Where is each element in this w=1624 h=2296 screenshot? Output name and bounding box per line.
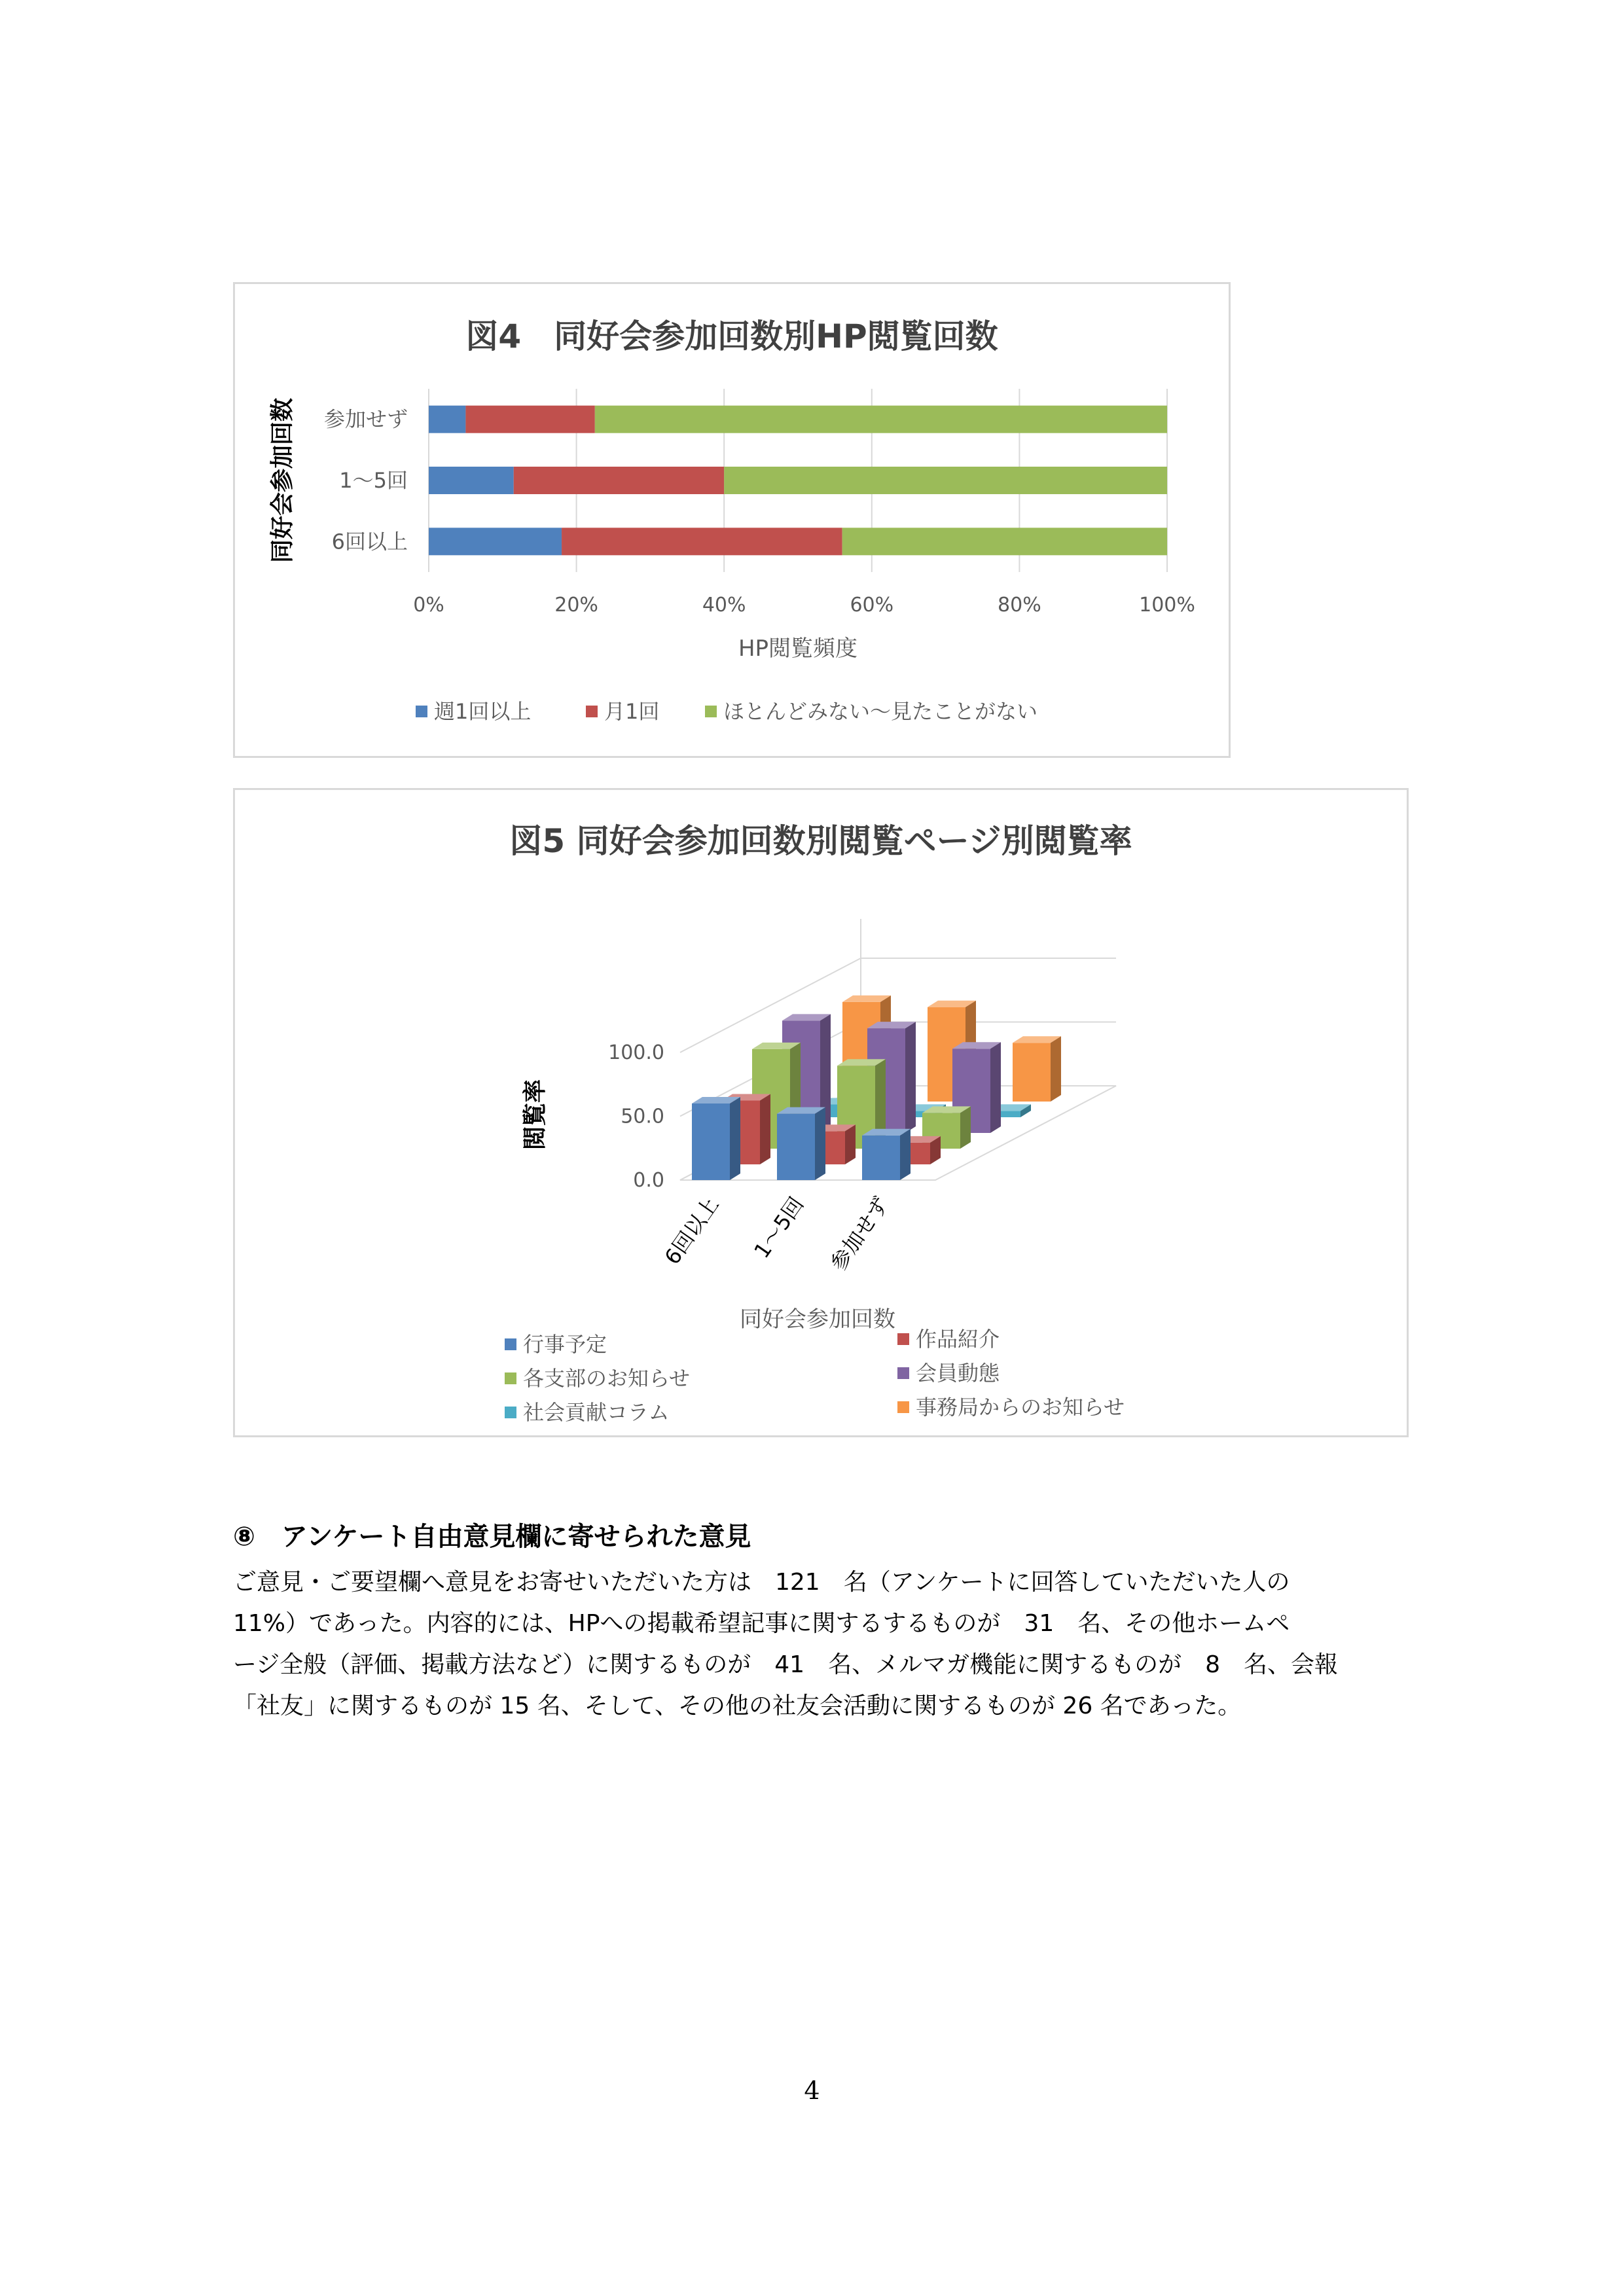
bar-front bbox=[1013, 1043, 1051, 1102]
bar-segment bbox=[429, 467, 514, 494]
bar-3d bbox=[1013, 1036, 1061, 1102]
legend-label: 行事予定 bbox=[523, 1332, 607, 1357]
figure-5-title: 図5 同好会参加回数別閲覧ページ別閲覧率 bbox=[509, 822, 1132, 860]
bar-side bbox=[1051, 1036, 1061, 1102]
x-tick-label: 80% bbox=[998, 594, 1041, 617]
bar-side bbox=[845, 1124, 856, 1164]
bar-3d bbox=[777, 1107, 825, 1180]
x-category-label: 参加せず bbox=[825, 1192, 894, 1276]
legend-label: 事務局からのお知らせ bbox=[916, 1395, 1125, 1420]
legend-label: 週1回以上 bbox=[434, 699, 532, 724]
y-category-label: 参加せず bbox=[323, 406, 408, 432]
bar-side bbox=[760, 1094, 770, 1165]
legend-label: 社会貢献コラム bbox=[523, 1400, 670, 1425]
legend-swatch bbox=[505, 1338, 516, 1350]
y-category-label: 6回以上 bbox=[331, 529, 408, 554]
y-axis-title: 閲覧率 bbox=[522, 1079, 549, 1151]
figure-4-title: 図4 同好会参加回数別HP閲覧回数 bbox=[465, 317, 998, 355]
bar-segment bbox=[429, 528, 562, 555]
bar-front bbox=[692, 1103, 730, 1180]
legend-swatch bbox=[705, 706, 717, 717]
x-tick-label: 60% bbox=[850, 594, 894, 617]
bar-segment bbox=[724, 467, 1167, 494]
figure-5-chart bbox=[233, 788, 1409, 1437]
bar-segment bbox=[562, 528, 842, 555]
x-category-label: 6回以上 bbox=[659, 1192, 724, 1269]
x-tick-label: 20% bbox=[554, 594, 598, 617]
y-tick-label: 100.0 bbox=[608, 1041, 664, 1064]
x-tick-label: 100% bbox=[1139, 594, 1195, 617]
bar-segment bbox=[429, 406, 465, 433]
legend-label: 会員動態 bbox=[916, 1361, 1000, 1386]
bar-side bbox=[960, 1106, 971, 1149]
body-paragraph bbox=[233, 1562, 1409, 1727]
y-tick-label: 0.0 bbox=[633, 1169, 664, 1192]
bar-front bbox=[862, 1136, 900, 1180]
legend-swatch bbox=[897, 1401, 909, 1413]
bar-side bbox=[905, 1022, 916, 1133]
bar-segment bbox=[465, 406, 594, 433]
legend-swatch bbox=[416, 706, 427, 717]
body-line: ージ全般（評価、掲載方法など）に関するものが 41 名、メルマガ機能に関するものが 8 名、会報 bbox=[233, 1651, 1338, 1678]
x-tick-label: 0% bbox=[413, 594, 444, 617]
x-tick-label: 40% bbox=[702, 594, 746, 617]
body-line: ご意見・ご要望欄へ意見をお寄せいただいた方は 121 名（アンケートに回答していただいた人の bbox=[233, 1569, 1290, 1596]
bar-3d bbox=[862, 1129, 911, 1180]
bar-segment bbox=[595, 406, 1167, 433]
legend-swatch bbox=[897, 1367, 909, 1379]
body-line: 11%）であった。内容的には、HPへの掲載希望記事に関するするものが 31 名、その他ホームペ bbox=[233, 1610, 1290, 1637]
section-heading: ⑧ アンケート自由意見欄に寄せられた意見 bbox=[233, 1522, 751, 1552]
y-category-label: 1～5回 bbox=[339, 468, 408, 493]
gridline bbox=[680, 958, 861, 1052]
bar-segment bbox=[842, 528, 1167, 555]
figure-5-plot bbox=[235, 790, 1407, 1435]
legend-label: 各支部のお知らせ bbox=[523, 1366, 691, 1391]
y-axis-title: 同好会参加回数 bbox=[269, 397, 296, 564]
y-tick-label: 50.0 bbox=[621, 1105, 664, 1128]
legend-label: 作品紹介 bbox=[916, 1327, 1000, 1352]
bar-3d bbox=[692, 1097, 740, 1180]
x-category-label: 1～5回 bbox=[749, 1192, 809, 1263]
legend-swatch bbox=[586, 706, 598, 717]
legend-swatch bbox=[897, 1333, 909, 1345]
bar-side bbox=[900, 1129, 911, 1180]
x-axis-title: HP閲覧頻度 bbox=[738, 636, 858, 662]
figure-4-chart bbox=[233, 282, 1231, 758]
x-axis-title: 同好会参加回数 bbox=[740, 1306, 895, 1333]
bar-side bbox=[815, 1107, 825, 1180]
legend-swatch bbox=[505, 1407, 516, 1418]
legend-label: 月1回 bbox=[604, 699, 660, 724]
legend-label: ほとんどみない～見たことがない bbox=[723, 699, 1038, 724]
page-number: 4 bbox=[804, 2076, 820, 2105]
bar-segment bbox=[514, 467, 724, 494]
legend-swatch bbox=[505, 1372, 516, 1384]
body-line: 「社友」に関するものが 15 名、そして、その他の社友会活動に関するものが 26 名であった。 bbox=[233, 1693, 1242, 1719]
bar-side bbox=[990, 1042, 1001, 1133]
bar-front bbox=[777, 1114, 815, 1180]
bar-side bbox=[730, 1097, 740, 1180]
figure-4-plot bbox=[235, 284, 1229, 756]
